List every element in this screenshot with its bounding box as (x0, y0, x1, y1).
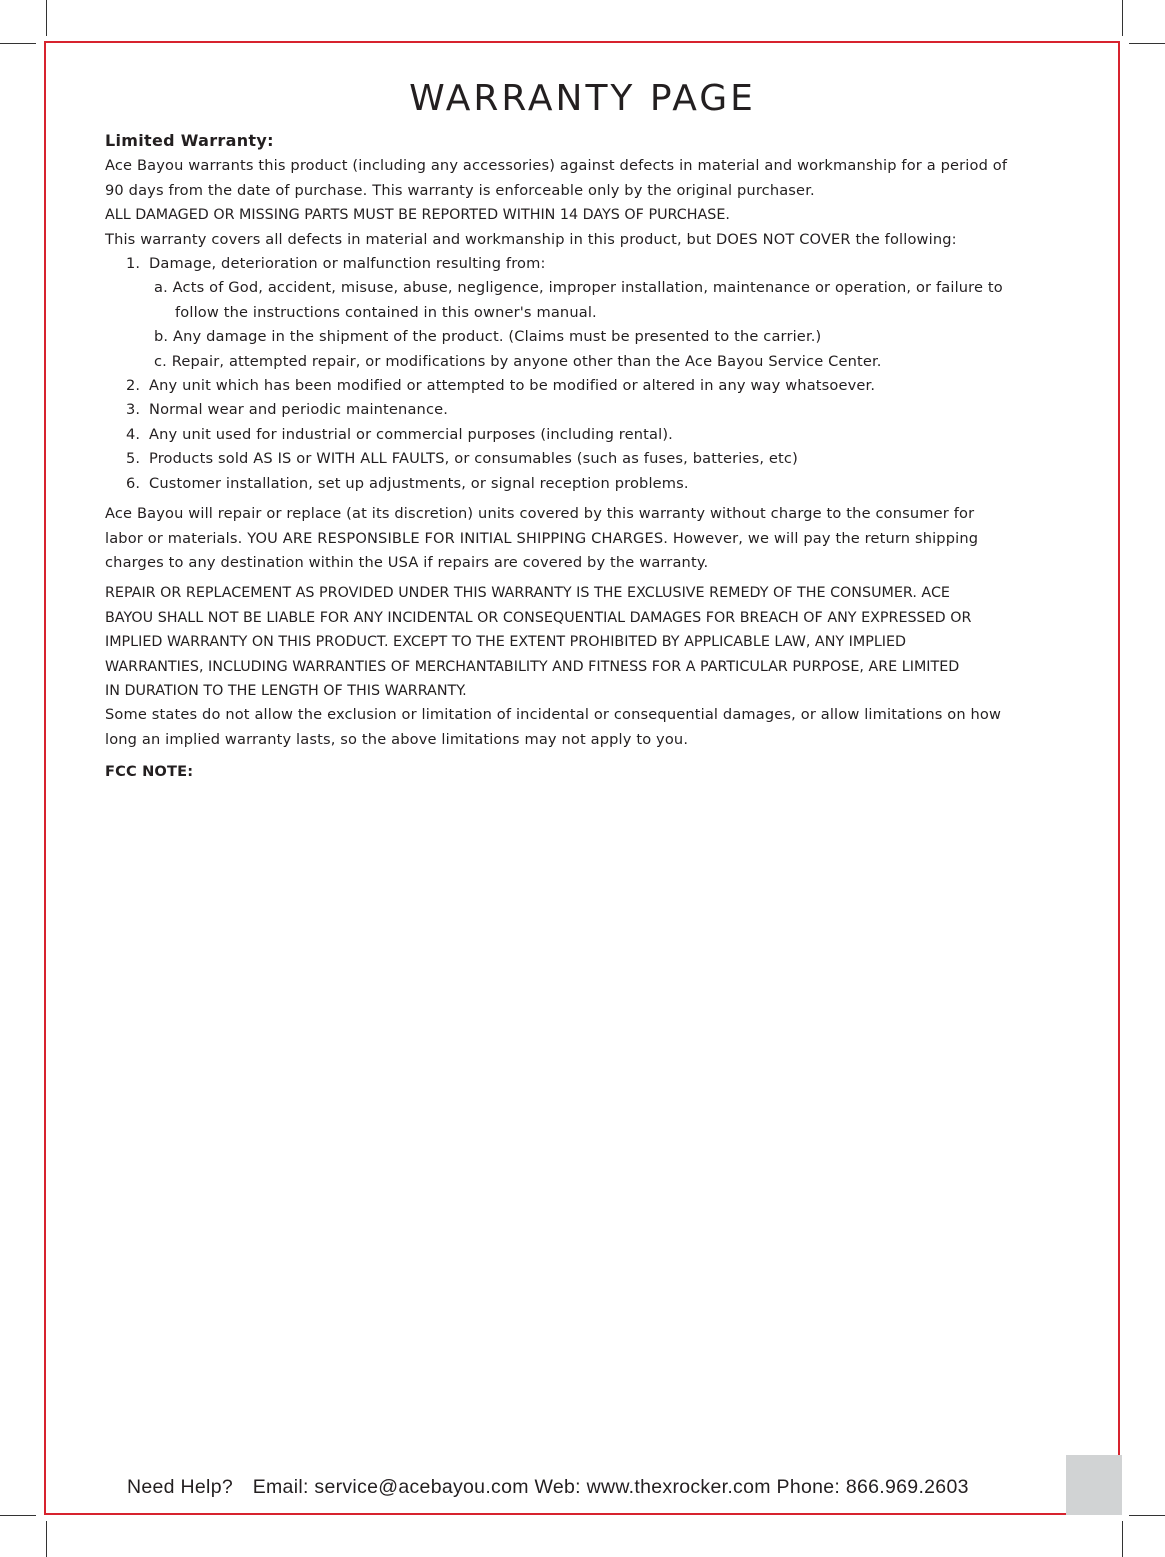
intro-line: 90 days from the date of purchase. This warranty is enforceable only by the original purchaser. (105, 181, 815, 199)
page-title: WARRANTY PAGE (409, 78, 756, 119)
list-text: Any unit used for industrial or commercial purposes (including rental). (149, 425, 673, 443)
repair-paragraph-line: Ace Bayou will repair or replace (at its discretion) units covered by this warranty without charge to the consumer for (105, 505, 975, 523)
list-text: Normal wear and periodic maintenance. (149, 401, 449, 419)
states-paragraph-line: Some states do not allow the exclusion or limitation of incidental or consequential damages, or allow limitations on how (105, 706, 1002, 724)
warranty-body (105, 129, 1065, 785)
crop-mark (1122, 0, 1123, 36)
list-item (105, 447, 1065, 471)
crop-mark (1129, 1515, 1165, 1516)
crop-mark (46, 1521, 47, 1557)
sub-list-item: c. Repair, attempted repair, or modifications by anyone other than the Ace Bayou Service Center. (154, 352, 882, 370)
list-text: Customer installation, set up adjustments, or signal reception problems. (149, 474, 689, 492)
list-number: 1. (126, 255, 141, 273)
list-text: Damage, deterioration or malfunction resulting from: (149, 255, 546, 273)
remedy-paragraph-line: IN DURATION TO THE LENGTH OF THIS WARRANTY. (105, 682, 467, 699)
list-text: Products sold AS IS or WITH ALL FAULTS, or consumables (such as fuses, batteries, etc) (149, 450, 798, 468)
sub-list-item-continuation: follow the instructions contained in this owner's manual. (175, 303, 597, 321)
list-item (105, 374, 1065, 398)
list-text: Any unit which has been modified or attempted to be modified or altered in any way whatsoever. (149, 377, 876, 395)
crop-mark (0, 1515, 36, 1516)
sub-list-item: b. Any damage in the shipment of the product. (Claims must be presented to the carrier.) (154, 328, 822, 346)
limited-warranty-heading: Limited Warranty: (105, 131, 274, 150)
crop-mark (1122, 1521, 1123, 1557)
fcc-note-heading: FCC NOTE: (105, 763, 194, 781)
list-number: 4. (126, 425, 141, 443)
crop-mark (0, 43, 36, 44)
list-item (105, 472, 1065, 496)
list-number: 6. (126, 474, 141, 492)
remedy-paragraph-line: BAYOU SHALL NOT BE LIABLE FOR ANY INCIDENTAL OR CONSEQUENTIAL DAMAGES FOR BREACH OF ANY EXPRESSED OR (105, 609, 972, 626)
repair-paragraph-line: labor or materials. YOU ARE RESPONSIBLE FOR INITIAL SHIPPING CHARGES. However, we will pay the return shipping (105, 529, 979, 547)
list-number: 5. (126, 450, 141, 468)
help-label: Need Help? (127, 1476, 233, 1498)
remedy-paragraph-line: REPAIR OR REPLACEMENT AS PROVIDED UNDER THIS WARRANTY IS THE EXCLUSIVE REMEDY OF THE CONSUMER. ACE (105, 585, 950, 602)
phone-contact: Phone: 866.969.2603 (776, 1476, 969, 1498)
page-number-tab (1066, 1455, 1122, 1515)
remedy-paragraph-line: WARRANTIES, INCLUDING WARRANTIES OF MERCHANTABILITY AND FITNESS FOR A PARTICULAR PURPOSE, ARE LIMITED (105, 658, 960, 675)
intro-line: Ace Bayou warrants this product (including any accessories) against defects in material and workmanship for a period of (105, 157, 1008, 175)
list-item (105, 252, 1065, 276)
sub-list-item: a. Acts of God, accident, misuse, abuse, negligence, improper installation, maintenance or operation, or failure to (154, 279, 1003, 297)
list-number: 3. (126, 401, 141, 419)
intro-line: ALL DAMAGED OR MISSING PARTS MUST BE REPORTED WITHIN 14 DAYS OF PURCHASE. (105, 207, 730, 224)
list-number: 2. (126, 377, 141, 395)
states-paragraph-line: long an implied warranty lasts, so the above limitations may not apply to you. (105, 730, 689, 748)
help-footer (127, 1476, 969, 1499)
web-contact: Web: www.thexrocker.com (534, 1476, 771, 1498)
remedy-paragraph-line: IMPLIED WARRANTY ON THIS PRODUCT. EXCEPT TO THE EXTENT PROHIBITED BY APPLICABLE LAW, ANY IMPLIED (105, 634, 907, 651)
list-item (105, 423, 1065, 447)
crop-mark (46, 0, 47, 36)
list-item (105, 398, 1065, 422)
intro-line: This warranty covers all defects in material and workmanship in this product, but DOES NOT COVER the following: (105, 230, 957, 248)
crop-mark (1129, 43, 1165, 44)
repair-paragraph-line: charges to any destination within the USA if repairs are covered by the warranty. (105, 553, 709, 571)
email-contact: Email: service@acebayou.com (252, 1476, 529, 1498)
